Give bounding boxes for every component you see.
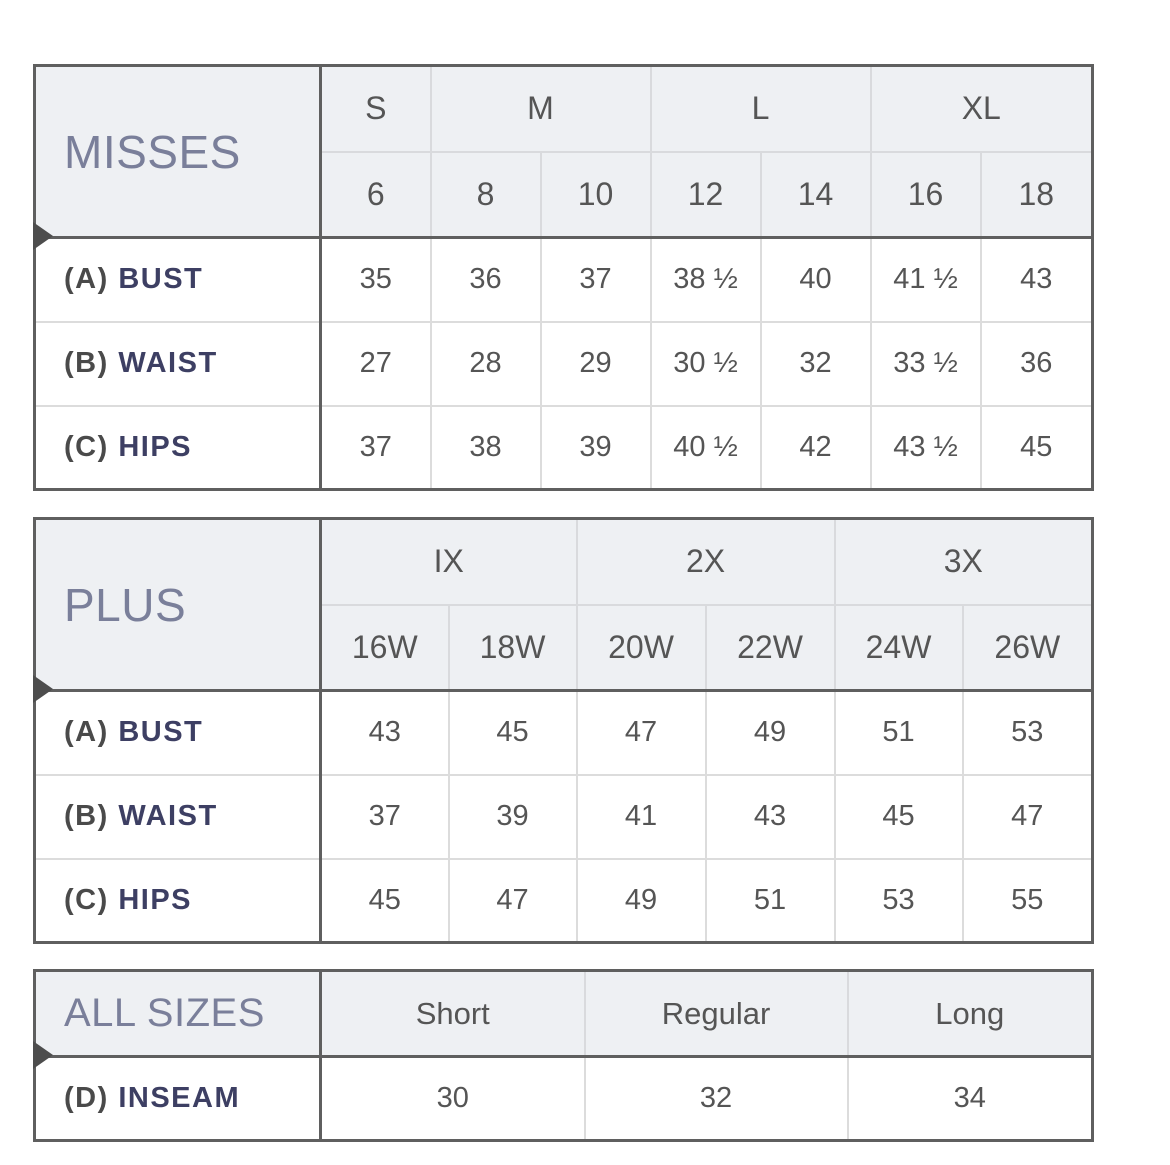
table-cell: 30 ½ bbox=[651, 322, 761, 406]
group-3x: 3X bbox=[835, 519, 1093, 605]
table-cell: 35 bbox=[321, 238, 431, 322]
table-cell: 27 bbox=[321, 322, 431, 406]
table-cell: 45 bbox=[981, 406, 1093, 490]
corner-arrow-icon bbox=[33, 1041, 53, 1069]
row-label-bust: (A) BUST bbox=[35, 691, 321, 775]
all-sizes-title: ALL SIZES bbox=[35, 971, 321, 1057]
table-cell: 39 bbox=[541, 406, 651, 490]
table-cell: 49 bbox=[577, 859, 706, 943]
size-header: 6 bbox=[321, 152, 431, 238]
table-cell: 39 bbox=[449, 775, 577, 859]
misses-title: MISSES bbox=[35, 66, 321, 238]
all-sizes-inseam-table bbox=[33, 969, 1094, 1142]
table-cell: 49 bbox=[706, 691, 835, 775]
length-header-short: Short bbox=[321, 971, 585, 1057]
table-cell: 41 bbox=[577, 775, 706, 859]
plus-size-table bbox=[33, 517, 1094, 944]
table-cell: 43 ½ bbox=[871, 406, 981, 490]
table-cell: 45 bbox=[321, 859, 449, 943]
table-cell: 29 bbox=[541, 322, 651, 406]
size-header: 10 bbox=[541, 152, 651, 238]
table-row bbox=[35, 775, 1093, 859]
size-header: 18 bbox=[981, 152, 1093, 238]
size-header: 12 bbox=[651, 152, 761, 238]
row-label-hips: (C) HIPS bbox=[35, 859, 321, 943]
row-label-bust: (A) BUST bbox=[35, 238, 321, 322]
group-l: L bbox=[651, 66, 871, 152]
size-header: 16 bbox=[871, 152, 981, 238]
table-cell: 53 bbox=[835, 859, 963, 943]
table-cell: 53 bbox=[963, 691, 1093, 775]
table-cell: 38 ½ bbox=[651, 238, 761, 322]
table-row bbox=[35, 238, 1093, 322]
table-cell: 51 bbox=[706, 859, 835, 943]
table-cell: 37 bbox=[321, 406, 431, 490]
size-header: 16W bbox=[321, 605, 449, 691]
table-cell: 33 ½ bbox=[871, 322, 981, 406]
row-label-inseam: (D) INSEAM bbox=[35, 1057, 321, 1141]
table-cell: 32 bbox=[761, 322, 871, 406]
table-cell: 42 bbox=[761, 406, 871, 490]
group-s: S bbox=[321, 66, 431, 152]
table-cell: 41 ½ bbox=[871, 238, 981, 322]
corner-arrow-icon bbox=[33, 675, 53, 703]
length-header-regular: Regular bbox=[585, 971, 848, 1057]
size-header: 24W bbox=[835, 605, 963, 691]
length-header-long: Long bbox=[848, 971, 1093, 1057]
table-cell: 28 bbox=[431, 322, 541, 406]
table-cell: 40 bbox=[761, 238, 871, 322]
misses-size-table bbox=[33, 64, 1094, 491]
group-2x: 2X bbox=[577, 519, 835, 605]
table-cell: 51 bbox=[835, 691, 963, 775]
table-cell: 43 bbox=[706, 775, 835, 859]
table-cell: 47 bbox=[449, 859, 577, 943]
table-cell: 40 ½ bbox=[651, 406, 761, 490]
table-cell: 38 bbox=[431, 406, 541, 490]
size-header: 20W bbox=[577, 605, 706, 691]
table-cell: 47 bbox=[963, 775, 1093, 859]
table-row bbox=[35, 1057, 1093, 1141]
table-row bbox=[35, 859, 1093, 943]
size-header: 26W bbox=[963, 605, 1093, 691]
table-row bbox=[35, 691, 1093, 775]
row-label-hips: (C) HIPS bbox=[35, 406, 321, 490]
size-header: 14 bbox=[761, 152, 871, 238]
group-1x: IX bbox=[321, 519, 577, 605]
plus-title: PLUS bbox=[35, 519, 321, 691]
corner-arrow-icon bbox=[33, 222, 53, 250]
table-cell: 36 bbox=[981, 322, 1093, 406]
table-cell: 37 bbox=[541, 238, 651, 322]
table-cell: 45 bbox=[449, 691, 577, 775]
table-cell: 55 bbox=[963, 859, 1093, 943]
size-header: 22W bbox=[706, 605, 835, 691]
table-cell: 45 bbox=[835, 775, 963, 859]
table-cell: 36 bbox=[431, 238, 541, 322]
table-cell: 34 bbox=[848, 1057, 1093, 1141]
table-cell: 43 bbox=[321, 691, 449, 775]
table-row bbox=[35, 406, 1093, 490]
table-cell: 43 bbox=[981, 238, 1093, 322]
row-label-waist: (B) WAIST bbox=[35, 322, 321, 406]
size-header: 8 bbox=[431, 152, 541, 238]
table-row bbox=[35, 322, 1093, 406]
group-xl: XL bbox=[871, 66, 1093, 152]
row-label-waist: (B) WAIST bbox=[35, 775, 321, 859]
table-cell: 47 bbox=[577, 691, 706, 775]
table-cell: 30 bbox=[321, 1057, 585, 1141]
group-m: M bbox=[431, 66, 651, 152]
size-header: 18W bbox=[449, 605, 577, 691]
table-cell: 37 bbox=[321, 775, 449, 859]
table-cell: 32 bbox=[585, 1057, 848, 1141]
